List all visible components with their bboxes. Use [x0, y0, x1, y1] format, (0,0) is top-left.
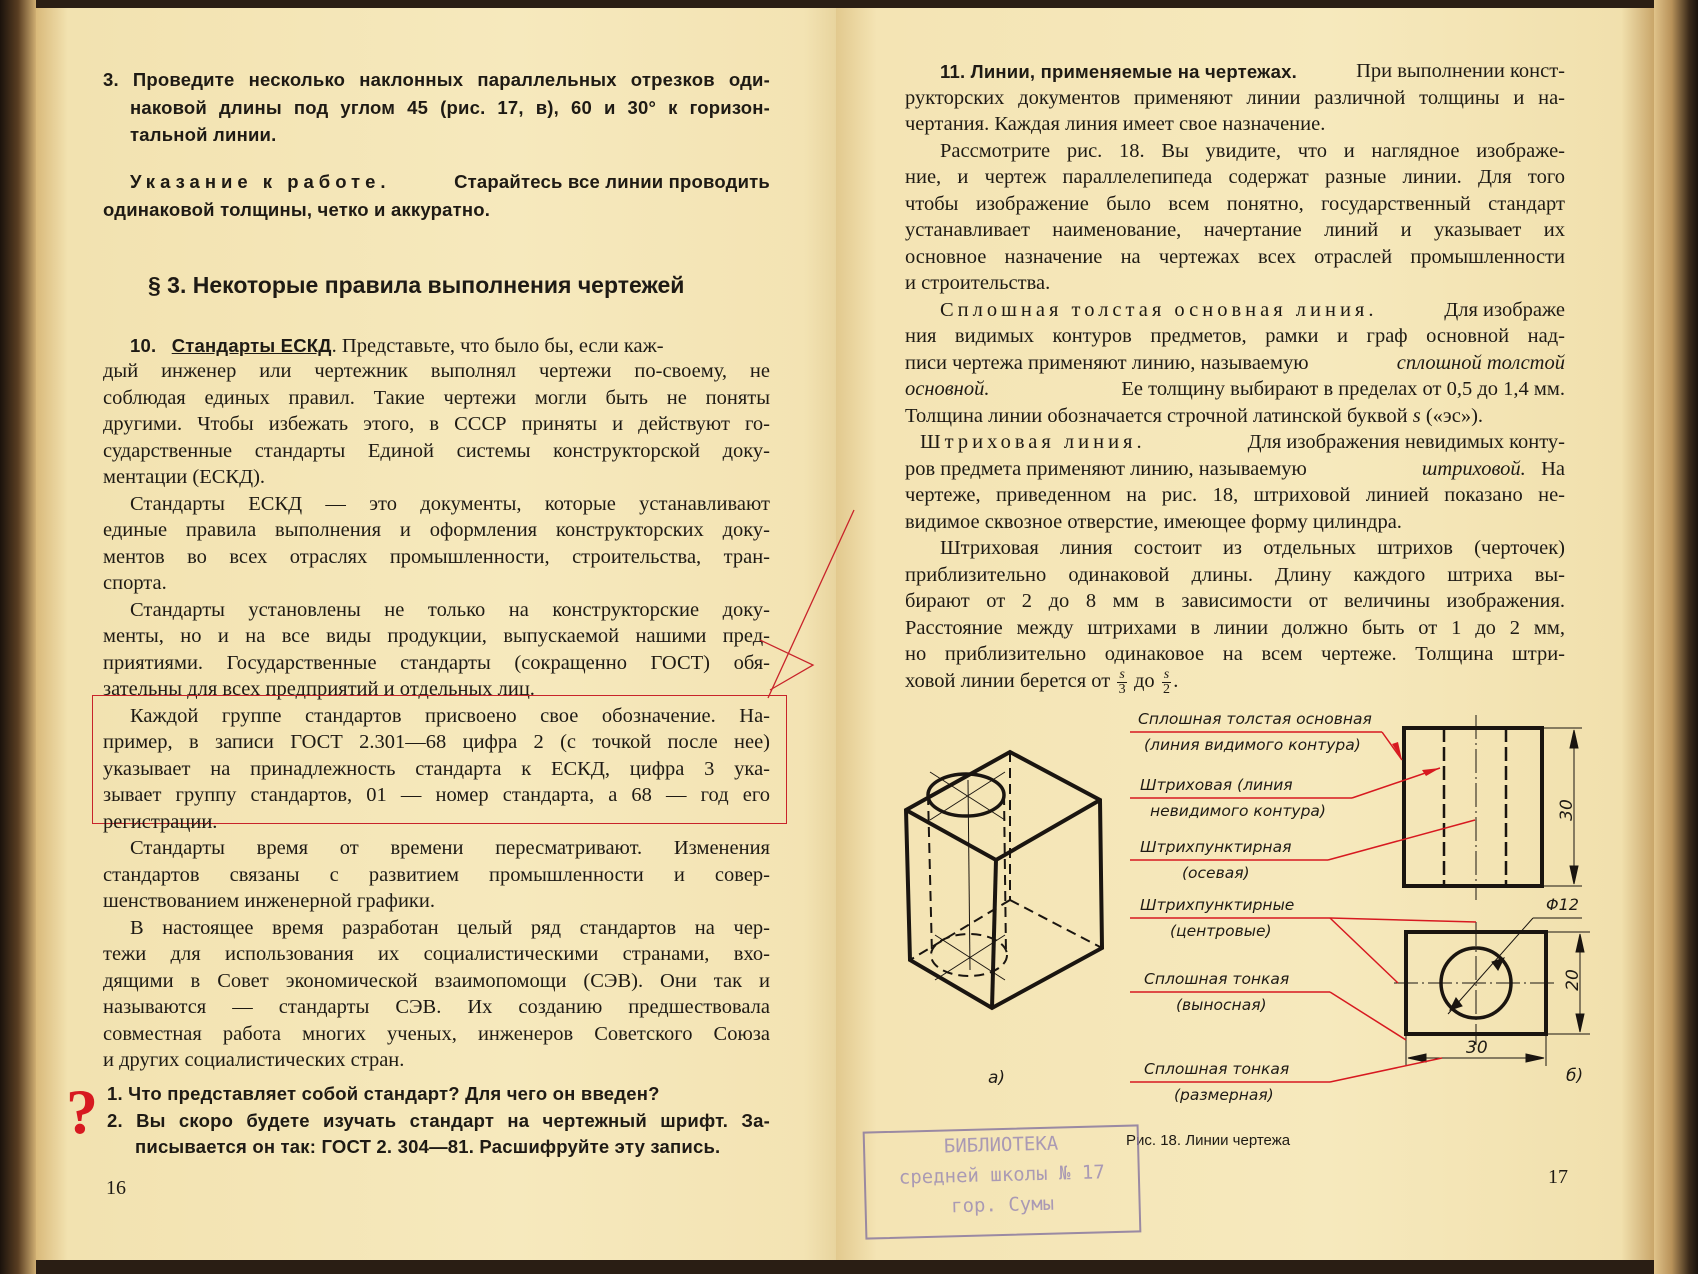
page-number-left: 16: [106, 1177, 126, 1199]
leader-label: (размерная): [1174, 1086, 1274, 1104]
isometric-drawing: [890, 730, 1130, 1070]
para-italic: штриховой.: [1421, 458, 1526, 480]
para-italic: s: [1412, 405, 1421, 427]
question-mark-icon: ?: [66, 1076, 98, 1147]
para-text: ховой линии берется от: [905, 670, 1111, 693]
solid-text: Для изображе: [1444, 299, 1565, 321]
para-line: бирают от 2 до 8 мм в зависимости от величины изображения.: [905, 590, 1565, 612]
para10-line: ментации (ЕСКД).: [103, 466, 266, 488]
para10-line: соблюдая единых правил. Такие чертежи могли быть не поняты: [103, 387, 770, 409]
para-italic: сплошной толстой: [1396, 352, 1565, 374]
leader-label: (линия видимого контура): [1144, 736, 1361, 754]
leader-label: Штриховая (линия: [1140, 776, 1293, 794]
leader-label: (осевая): [1182, 864, 1250, 882]
para-line: Расстояние между штрихами в линии должно быть от 1 до 2 мм,: [905, 617, 1565, 639]
para-text: Толщина линии обозначается строчной латинской буквой: [905, 405, 1408, 427]
para-italic: основной.: [905, 378, 990, 400]
para-line: дящими в Совет экономической взаимопомощи (СЭВ). Они так и: [103, 970, 770, 992]
para10-number: 10.: [130, 335, 157, 356]
para-line: Штриховая линия состоит из отдельных штрихов (черточек): [940, 537, 1565, 559]
leader-label: невидимого контура): [1150, 802, 1326, 820]
leader-label: Штрихпунктирная: [1140, 838, 1292, 856]
para-line: чтобы изображение было всем понятно, государственный стандарт: [905, 193, 1565, 215]
para-line: Рассмотрите рис. 18. Вы увидите, что и наглядное изображе-: [940, 140, 1565, 162]
task-3-line: 3. Проведите несколько наклонных параллельных отрезков оди-: [103, 69, 770, 90]
book-left-edge: [0, 0, 36, 1274]
fraction-s-3: $\frac{s}{3}$: [1118, 667, 1126, 697]
instruction-text: одинаковой толщины, четко и аккуратно.: [103, 199, 491, 220]
para10-text: . Представьте, что было бы, если каж-: [331, 335, 664, 357]
para-line: называются — стандарты СЭВ. Их созданию предшествовала: [103, 996, 770, 1018]
question-item: писывается он так: ГОСТ 2. 304—81. Расшифруйте эту запись.: [135, 1136, 721, 1157]
para-line: приблизительно одинаковой длины. Длину каждого штриха вы-: [905, 564, 1565, 586]
question-item: 2. Вы скоро будете изучать стандарт на чертежный шрифт. За-: [107, 1110, 770, 1131]
para-line: чертеже, приведенном на рис. 18, штриховой линией показано не-: [905, 484, 1565, 506]
library-stamp: БИБЛИОТЕКА средней школы № 17 гор. Сумы: [863, 1124, 1142, 1239]
question-item: 1. Что представляет собой стандарт? Для чего он введен?: [107, 1083, 660, 1104]
para-line: рукторских документов применяют линии различной толщины и на-: [905, 87, 1565, 109]
para-line: стандартов связаны с развитием промышленности и совер-: [103, 864, 770, 886]
dash-text: Для изображения невидимых конту-: [1247, 431, 1565, 453]
para-line: зывает группу стандартов, 01 — номер стандарта, а 68 — год его: [103, 784, 770, 806]
solid-label: Сплошная толстая основная линия.: [940, 299, 1378, 321]
para10-line: сударственные стандарты Единой системы конструкторской доку-: [103, 440, 770, 462]
para-text: На: [1541, 458, 1565, 480]
para-text: до: [1133, 670, 1155, 693]
para-line: единые правила выполнения и оформления конструкторских доку-: [103, 519, 770, 541]
para-line: указывает на принадлежность стандарта к ЕСКД, цифра 3 ука-: [103, 758, 770, 780]
leader-label: (центровые): [1170, 922, 1272, 940]
book-right-edge: [1654, 0, 1698, 1274]
para-line: устанавливает наименование, начертание линий и указывает их: [905, 219, 1565, 241]
para-line: пример, в записи ГОСТ 2.301—68 цифра 2 (с точкой после нее): [103, 731, 770, 753]
leader-label: Штрихпунктирные: [1140, 896, 1295, 914]
para-line: совместная работа многих ученых, инженеров Советского Союза: [103, 1023, 770, 1045]
para-text: писи чертежа применяют линию, называемую: [905, 352, 1309, 374]
para-line: ния видимых контуров предметов, рамки и граф основной над-: [905, 325, 1565, 347]
para-line: менты, но и на все виды продукции, выпускаемой нашими пред-: [103, 625, 770, 647]
instruction-text: Старайтесь все линии проводить: [454, 171, 770, 192]
leader-label: Сплошная тонкая: [1144, 970, 1290, 988]
figure-label-b: б): [1566, 1066, 1584, 1086]
para-line: шенствованием инженерной графики.: [103, 890, 435, 912]
para-line: Стандарты установлены не только на конструкторские доку-: [130, 599, 770, 621]
para-line: основное назначение на чертежах всех отраслей промышленности: [905, 246, 1565, 268]
para-text: ров предмета применяют линию, называемую: [905, 458, 1307, 480]
para-line: зательны для всех предприятий и отдельных лиц.: [103, 678, 535, 700]
para10-line: другими. Чтобы избежать этого, в СССР приняты и действуют го-: [103, 413, 770, 435]
para-line: приятиями. Государственные стандарты (сокращенно ГОСТ) обя-: [103, 652, 770, 674]
page-number-right: 17: [1548, 1166, 1568, 1188]
para-line: Стандарты ЕСКД — это документы, которые устанавливают: [130, 493, 770, 515]
para-line: В настоящее время разработан целый ряд стандартов на чер-: [130, 917, 770, 939]
dash-label: Штриховая линия.: [920, 431, 1146, 453]
dimension-height: 30: [1556, 799, 1577, 821]
fraction-s-2: $\frac{s}{2}$: [1163, 667, 1170, 697]
para-line: тежи для использования их социалистическими странами, вхо-: [103, 943, 770, 965]
dimension-depth: 20: [1562, 969, 1583, 991]
para-line: ние, и чертеж параллелепипеда содержат разные линии. Для того: [905, 166, 1565, 188]
para-line: чертания. Каждая линия имеет свое назначение.: [905, 113, 1326, 135]
dimension-width: 30: [1466, 1038, 1488, 1058]
red-annotation-arrow: [760, 500, 860, 700]
dimension-diameter: Φ12: [1546, 895, 1579, 914]
para11-title: 11. Линии, применяемые на чертежах.: [940, 61, 1297, 82]
para10-title: Стандарты ЕСКД: [171, 335, 332, 356]
para-line: и других социалистических стран.: [103, 1049, 405, 1071]
figure-caption: Рис. 18. Линии чертежа: [1126, 1132, 1291, 1149]
leader-label: Сплошная тонкая: [1144, 1060, 1290, 1078]
para-text: Ее толщину выбирают в пределах от 0,5 до 1,4 мм.: [1121, 378, 1565, 400]
para10-line: дый инженер или чертежник выполнял чертежи по-своему, не: [103, 360, 770, 382]
para11-text: При выполнении конст-: [1356, 60, 1565, 82]
leader-label: Сплошная толстая основная: [1138, 710, 1372, 728]
task-3-line: тальной линии.: [130, 124, 277, 145]
para-line: спорта.: [103, 572, 167, 594]
para-line: но приблизительно одинаковое на всем чертеже. Толщина штри-: [905, 643, 1565, 665]
leader-label: (выносная): [1176, 996, 1267, 1014]
para-line: видимое сквозное отверстие, имеющее форму цилиндра.: [905, 511, 1402, 533]
task-3-line: наковой длины под углом 45 (рис. 17, в), 60 и 30° к горизон-: [130, 97, 770, 118]
para-line: ментов во всех отраслях промышленности, строительства, тран-: [103, 546, 770, 568]
instruction-label: Указание к работе.: [130, 171, 391, 192]
figure-label-a: а): [988, 1068, 1006, 1088]
para-line: Каждой группе стандартов присвоено свое обозначение. На-: [130, 705, 770, 727]
para-line: и строительства.: [905, 272, 1051, 294]
section-heading: § 3. Некоторые правила выполнения чертежей: [148, 272, 685, 298]
para-text: («эс»).: [1425, 405, 1484, 427]
para-line: регистрации.: [103, 811, 218, 833]
para-line: Стандарты время от времени пересматривают. Изменения: [130, 837, 770, 859]
